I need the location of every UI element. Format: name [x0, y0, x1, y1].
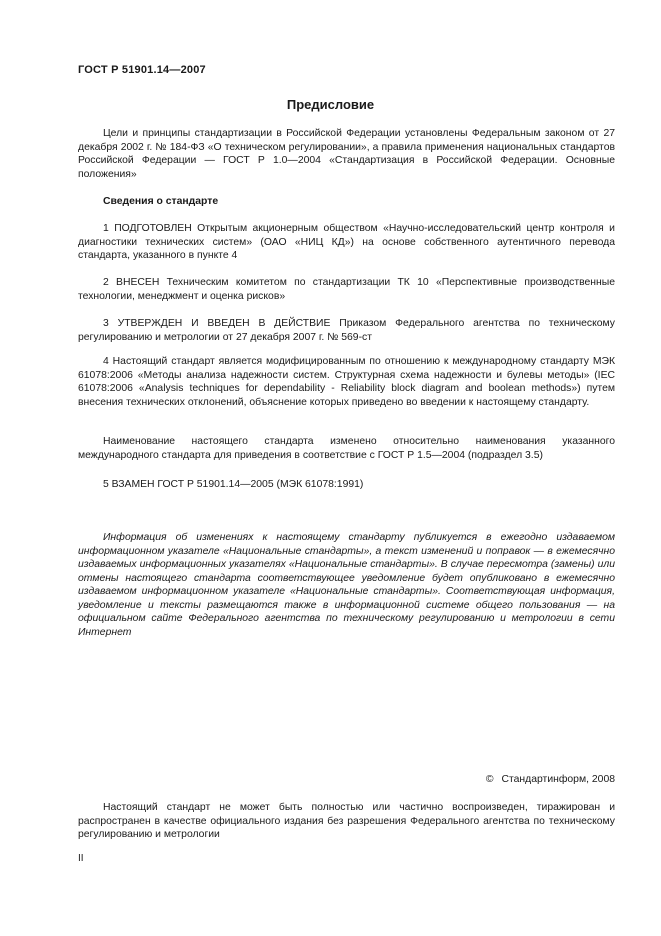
- copyright-text: Стандартинформ, 2008: [501, 774, 615, 785]
- item-4-note-paragraph: Наименование настоящего стандарта изменено относительно наименования указанного международного стандарта для приведения в соответствие с ГОСТ Р 1.5—2004 (подраздел 3.5): [78, 436, 615, 461]
- item-1-block: [78, 222, 615, 263]
- notice-block: [78, 531, 615, 639]
- item-1-paragraph: 1 ПОДГОТОВЛЕН Открытым акционерным обществом «Научно-исследовательский центр контроля и диагностики технических систем» (ОАО «НИЦ КД») на основе собственного аутентичного перевода стандарта, указанного в пункте 4: [78, 223, 615, 261]
- item-3-paragraph: 3 УТВЕРЖДЕН И ВВЕДЕН В ДЕЙСТВИЕ Приказом Федерального агентства по техническому регулированию и метрологии от 27 декабря 2007 г. № 569-ст: [78, 318, 615, 343]
- copyright-line: [486, 774, 615, 785]
- page-title: Предисловие: [286, 97, 375, 112]
- item-4-paragraph: 4 Настоящий стандарт является модифицированным по отношению к международному стандарту МЭК 61078:2006 «Методы анализа надежности систем. Структурная схема надежности и булевы методы» (IEC 61078:2006 «Analysis techniques for dependability - Reliability block diagram and boolean methods») путем внесения технических отклонений, объяснение которых приведено во введении к настоящему стандарту.: [78, 356, 615, 408]
- intro-block: [78, 127, 615, 181]
- item-5-paragraph: 5 ВЗАМЕН ГОСТ Р 51901.14—2005 (МЭК 61078:1991): [103, 479, 364, 490]
- page-number: II: [78, 853, 84, 864]
- document-code: ГОСТ Р 51901.14—2007: [78, 64, 206, 76]
- item-4-block: [78, 355, 615, 409]
- info-heading: Сведения о стандарте: [103, 196, 219, 207]
- copyright-icon: ©: [485, 774, 494, 785]
- item-5-block: [78, 478, 615, 492]
- item-3-block: [78, 317, 615, 344]
- legal-block: [78, 801, 615, 842]
- intro-paragraph: Цели и принципы стандартизации в Российской Федерации установлены Федеральным законом от 27 декабря 2002 г. № 184-ФЗ «О техническом регулировании», а правила применения национальных стандартов Российской Федерации — ГОСТ Р 1.0—2004 «Стандартизация в Российской Федерации. Основные положения»: [78, 128, 615, 180]
- item-4-note-block: [78, 435, 615, 462]
- legal-paragraph: Настоящий стандарт не может быть полностью или частично воспроизведен, тиражирован и распространен в качестве официального издания без разрешения Федерального агентства по техническому регулированию и метрологии: [78, 802, 615, 840]
- item-2-paragraph: 2 ВНЕСЕН Техническим комитетом по стандартизации ТК 10 «Перспективные производственные технологии, менеджмент и оценка рисков»: [78, 277, 615, 302]
- item-2-block: [78, 276, 615, 303]
- notice-paragraph: Информация об изменениях к настоящему стандарту публикуется в ежегодно издаваемом информационном указателе «Национальные стандарты», а текст изменений и поправок — в ежемесячно издаваемых информационных указателях «Национальные стандарты». В случае пересмотра (замены) или отмены настоящего стандарта соответствующее уведомление будет опубликовано в ежемесячно издаваемом информационном указателе «Национальные стандарты». Соответствующая информация, уведомление и тексты размещаются также в информационной системе общего пользования — на официальном сайте Федерального агентства по техническому регулированию и метрологии в сети Интернет: [78, 532, 615, 638]
